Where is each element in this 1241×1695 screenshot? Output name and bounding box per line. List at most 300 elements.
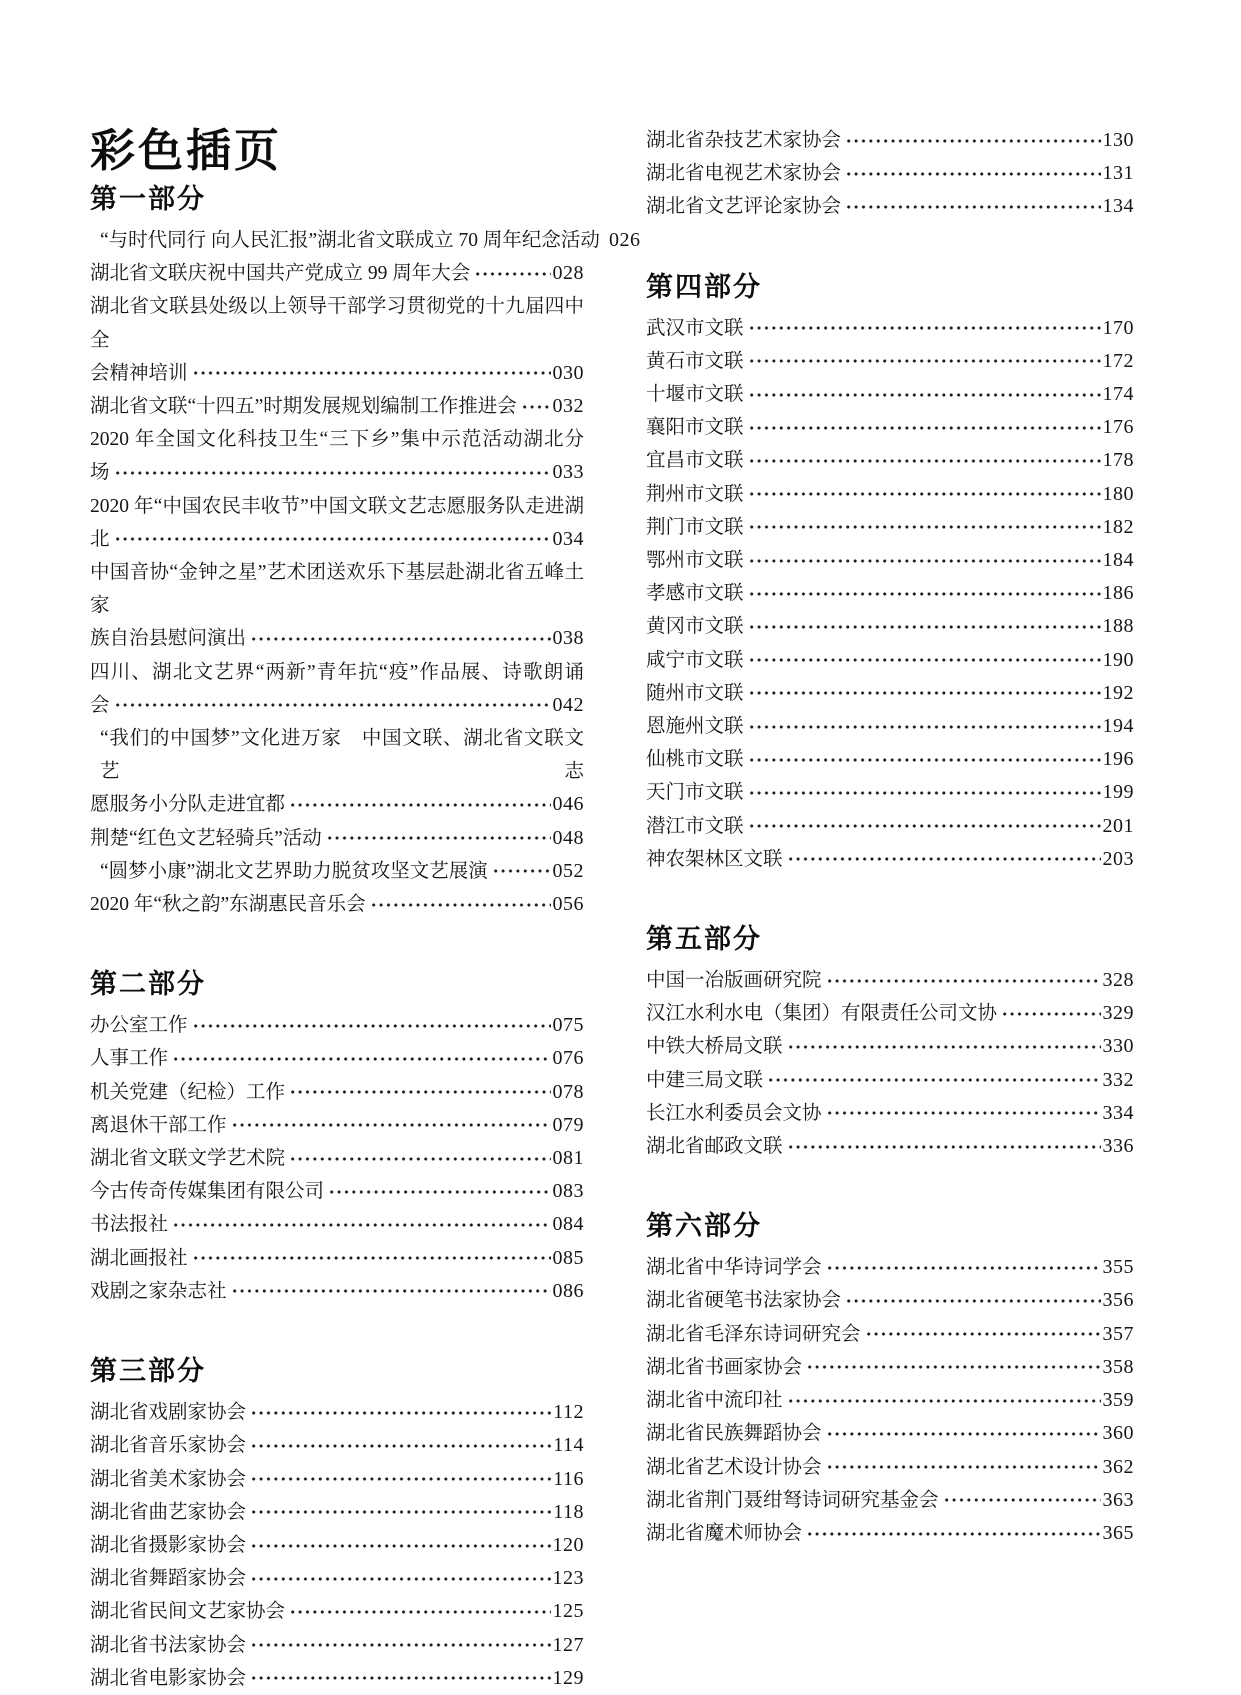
toc-entry bbox=[90, 1662, 584, 1695]
toc-entry bbox=[646, 1318, 1134, 1351]
toc-entry-text: 湖北省书画家协会 bbox=[646, 1356, 803, 1378]
toc-entry bbox=[646, 710, 1134, 743]
dot-leader bbox=[231, 1109, 551, 1142]
dot-leader bbox=[748, 810, 1101, 843]
dot-leader bbox=[326, 822, 551, 855]
toc-line bbox=[90, 1629, 584, 1662]
dot-leader bbox=[192, 357, 551, 390]
page-number: 336 bbox=[1102, 1135, 1134, 1158]
page-number: 076 bbox=[552, 1047, 584, 1070]
page-number: 042 bbox=[552, 693, 584, 716]
page-number: 116 bbox=[553, 1467, 584, 1490]
toc-line bbox=[646, 1351, 1134, 1384]
toc-entry-text: 湖北省中流印社 bbox=[646, 1390, 783, 1412]
dot-leader bbox=[492, 855, 551, 888]
page-number: 180 bbox=[1102, 482, 1134, 505]
dot-leader bbox=[845, 190, 1100, 223]
toc-line bbox=[90, 290, 584, 356]
page-title: 彩色插页 bbox=[90, 125, 283, 176]
dot-leader bbox=[231, 1275, 551, 1308]
toc-entry bbox=[646, 1484, 1134, 1517]
toc-entry bbox=[90, 1076, 584, 1109]
toc-entry-text: 湖北省邮政文联 bbox=[646, 1136, 783, 1158]
dot-leader bbox=[250, 1529, 550, 1562]
page-number: 359 bbox=[1102, 1389, 1134, 1412]
page-number: 127 bbox=[552, 1633, 584, 1656]
toc-line bbox=[90, 257, 584, 290]
dot-leader bbox=[748, 444, 1101, 477]
dot-leader bbox=[806, 1517, 1100, 1550]
toc-line bbox=[646, 1451, 1134, 1484]
toc-line bbox=[90, 490, 584, 523]
dot-leader bbox=[748, 411, 1101, 444]
dot-leader bbox=[748, 743, 1101, 776]
page-number: 046 bbox=[552, 793, 584, 816]
dot-leader bbox=[748, 710, 1101, 743]
page-number: 194 bbox=[1102, 715, 1134, 738]
page-number: 120 bbox=[552, 1533, 584, 1556]
page-number: 114 bbox=[553, 1434, 584, 1457]
dot-leader bbox=[748, 677, 1101, 710]
dot-leader bbox=[250, 1463, 551, 1496]
toc-entry bbox=[646, 511, 1134, 544]
toc-line bbox=[646, 378, 1134, 411]
toc-entry bbox=[646, 577, 1134, 610]
toc-entry-text: 湖北省书法家协会 bbox=[90, 1634, 247, 1656]
toc-entry-text: 族自治县慰问演出 bbox=[90, 628, 247, 650]
toc-line bbox=[90, 1175, 584, 1208]
page-number: 032 bbox=[552, 395, 584, 418]
toc-entry bbox=[646, 124, 1134, 157]
left-column bbox=[90, 124, 641, 1695]
page-number: 123 bbox=[552, 1567, 584, 1590]
page-number: 362 bbox=[1102, 1455, 1134, 1478]
toc-line bbox=[90, 1429, 584, 1462]
toc-line bbox=[90, 722, 584, 788]
toc-line bbox=[646, 810, 1134, 843]
page-number: 026 bbox=[608, 229, 641, 251]
dot-leader bbox=[787, 843, 1101, 876]
toc-entry-text: 鄂州市文联 bbox=[646, 550, 744, 572]
toc-entry bbox=[646, 378, 1134, 411]
page-number: 130 bbox=[1102, 129, 1134, 151]
toc-entry bbox=[90, 1242, 584, 1275]
toc-entry bbox=[646, 644, 1134, 677]
page-number: 186 bbox=[1102, 582, 1134, 605]
toc-line bbox=[646, 444, 1134, 477]
toc-line bbox=[646, 997, 1134, 1030]
toc-entry bbox=[90, 423, 584, 489]
toc-entry-text: 十堰市文联 bbox=[646, 384, 744, 406]
toc-entry-text: 中铁大桥局文联 bbox=[646, 1036, 783, 1058]
dot-leader bbox=[748, 644, 1101, 677]
dot-leader bbox=[787, 1130, 1101, 1163]
dot-leader bbox=[289, 1595, 550, 1628]
toc-line bbox=[646, 1417, 1134, 1450]
dot-leader bbox=[748, 345, 1101, 378]
page-number: 196 bbox=[1102, 748, 1134, 771]
toc-entry-text: 机关党建（纪检）工作 bbox=[90, 1081, 286, 1103]
toc-entry bbox=[646, 190, 1134, 223]
page-number: 034 bbox=[552, 527, 584, 550]
page-number: 083 bbox=[552, 1180, 584, 1203]
dot-leader bbox=[172, 1208, 550, 1241]
page-number: 330 bbox=[1102, 1035, 1134, 1058]
page-number: 188 bbox=[1102, 615, 1134, 638]
toc-line bbox=[646, 345, 1134, 378]
toc-entry-text: 荆州市文联 bbox=[646, 483, 744, 505]
toc-entry bbox=[646, 478, 1134, 511]
toc-entry-text: 潜江市文联 bbox=[646, 815, 744, 837]
toc-entry-text: 神农架林区文联 bbox=[646, 848, 783, 870]
dot-leader bbox=[748, 544, 1101, 577]
dot-leader bbox=[748, 511, 1101, 544]
toc-entry-text: 黄冈市文联 bbox=[646, 616, 744, 638]
toc-entry-text: 戏剧之家杂志社 bbox=[90, 1280, 227, 1302]
toc-line bbox=[90, 1142, 584, 1175]
dot-leader bbox=[114, 523, 551, 556]
page-number: 334 bbox=[1102, 1101, 1134, 1124]
toc-entry-text: 长江水利委员会文协 bbox=[646, 1102, 822, 1124]
dot-leader bbox=[250, 1629, 550, 1662]
page-number: 112 bbox=[553, 1401, 584, 1424]
toc-entry-text: 中国一冶版画研究院 bbox=[646, 970, 822, 992]
toc-entry-text: 中国音协“金钟之星”艺术团送欢乐下基层赴湖北省五峰土家 bbox=[90, 562, 584, 617]
toc-entry-text: 湖北省曲艺家协会 bbox=[90, 1501, 247, 1523]
toc-entry bbox=[646, 444, 1134, 477]
page-number: 170 bbox=[1102, 316, 1134, 339]
dot-leader bbox=[114, 689, 551, 722]
toc-line bbox=[646, 610, 1134, 643]
toc-entry-text: 荆楚“红色文艺轻骑兵”活动 bbox=[90, 827, 322, 849]
toc-line bbox=[90, 689, 584, 722]
toc-line bbox=[90, 456, 584, 489]
dot-leader bbox=[748, 610, 1101, 643]
toc-entry-text: 宜昌市文联 bbox=[646, 450, 744, 472]
toc-entry-text: 湖北省电影家协会 bbox=[90, 1667, 247, 1689]
toc-entry bbox=[90, 1629, 584, 1662]
toc-entry bbox=[90, 822, 584, 855]
dot-leader bbox=[748, 378, 1101, 411]
toc-line bbox=[646, 190, 1134, 223]
dot-leader bbox=[748, 312, 1101, 345]
toc-line bbox=[646, 1097, 1134, 1130]
toc-line bbox=[90, 1595, 584, 1628]
toc-entry bbox=[90, 224, 641, 257]
dot-leader bbox=[192, 1009, 551, 1042]
dot-leader bbox=[748, 776, 1101, 809]
dot-leader bbox=[826, 1251, 1101, 1284]
toc-entry-text: 场 bbox=[90, 462, 110, 484]
toc-entry bbox=[90, 1396, 584, 1429]
section-heading: 第五部分 bbox=[646, 924, 762, 955]
toc-entry bbox=[646, 544, 1134, 577]
section-heading: 第二部分 bbox=[90, 969, 206, 1000]
toc-entry bbox=[646, 312, 1134, 345]
toc-entry bbox=[90, 1042, 584, 1075]
toc-line bbox=[90, 1529, 584, 1562]
dot-leader bbox=[289, 788, 550, 821]
toc-line bbox=[90, 390, 584, 423]
toc-entry bbox=[646, 743, 1134, 776]
toc-entry-text: 湖北省戏剧家协会 bbox=[90, 1402, 247, 1424]
toc-section bbox=[646, 124, 1134, 224]
toc-entry-text: 书法报社 bbox=[90, 1214, 169, 1236]
dot-leader bbox=[250, 1562, 550, 1595]
dot-leader bbox=[826, 1451, 1101, 1484]
toc-entry-text: 离退休干部工作 bbox=[90, 1114, 227, 1136]
dot-leader bbox=[767, 1064, 1100, 1097]
toc-line bbox=[646, 124, 1134, 157]
toc-line bbox=[90, 357, 584, 390]
toc-entry-text: 会精神培训 bbox=[90, 362, 188, 384]
toc-line bbox=[90, 855, 584, 888]
page-number: 078 bbox=[552, 1080, 584, 1103]
toc-entry-text: 湖北省文艺评论家协会 bbox=[646, 196, 842, 218]
toc-line bbox=[646, 1318, 1134, 1351]
toc-line bbox=[646, 644, 1134, 677]
toc-line bbox=[646, 1130, 1134, 1163]
page-number: 358 bbox=[1102, 1355, 1134, 1378]
dot-leader bbox=[289, 1076, 550, 1109]
toc-entry bbox=[90, 1175, 584, 1208]
page-number: 365 bbox=[1102, 1521, 1134, 1544]
dot-leader bbox=[474, 257, 550, 290]
toc-section bbox=[90, 969, 584, 1308]
toc-entry-text: 荆门市文联 bbox=[646, 516, 744, 538]
toc-line bbox=[90, 556, 584, 622]
page-number: 329 bbox=[1102, 1002, 1134, 1025]
toc-entry bbox=[90, 1009, 584, 1042]
dot-leader bbox=[370, 888, 551, 921]
toc-line bbox=[90, 656, 584, 689]
toc-line bbox=[646, 677, 1134, 710]
toc-section bbox=[646, 924, 1134, 1163]
toc-section bbox=[90, 184, 641, 921]
toc-entry bbox=[646, 1130, 1134, 1163]
toc-entry-text: 办公室工作 bbox=[90, 1015, 188, 1037]
toc-line bbox=[646, 1251, 1134, 1284]
page-number: 355 bbox=[1102, 1256, 1134, 1279]
right-column bbox=[646, 124, 1134, 1550]
toc-entry bbox=[90, 1142, 584, 1175]
toc-entry bbox=[646, 776, 1134, 809]
toc-entry-text: 四川、湖北文艺界“两新”青年抗“疫”作品展、诗歌朗诵 bbox=[90, 661, 584, 683]
page-number: 030 bbox=[552, 361, 584, 384]
toc-entry-text: “与时代同行 向人民汇报”湖北省文联成立 70 周年纪念活动 bbox=[100, 230, 600, 251]
toc-entry bbox=[90, 1529, 584, 1562]
toc-line bbox=[646, 157, 1134, 190]
toc-entry-text: 2020 年“中国农民丰收节”中国文联文艺志愿服务队走进湖 bbox=[90, 495, 584, 517]
page-number: 357 bbox=[1102, 1322, 1134, 1345]
dot-leader bbox=[748, 577, 1101, 610]
dot-leader bbox=[787, 1384, 1101, 1417]
toc-line bbox=[646, 743, 1134, 776]
dot-leader bbox=[250, 1396, 551, 1429]
page-number: 332 bbox=[1102, 1068, 1134, 1091]
dot-leader bbox=[250, 1662, 550, 1695]
toc-line bbox=[90, 888, 584, 921]
toc-line bbox=[90, 1042, 584, 1075]
toc-entry-text: 湖北省摄影家协会 bbox=[90, 1534, 247, 1556]
page-number: 360 bbox=[1102, 1422, 1134, 1445]
dot-leader bbox=[1001, 997, 1100, 1030]
dot-leader bbox=[250, 622, 550, 655]
toc-entry bbox=[90, 490, 584, 556]
toc-line bbox=[646, 710, 1134, 743]
toc-entry bbox=[90, 1562, 584, 1595]
toc-entry bbox=[646, 1251, 1134, 1284]
toc-entry-text: 湖北省毛泽东诗词研究会 bbox=[646, 1323, 861, 1345]
left-column-sections bbox=[90, 184, 641, 1695]
toc-entry-text: 湖北省硬笔书法家协会 bbox=[646, 1290, 842, 1312]
toc-section bbox=[646, 1211, 1134, 1550]
toc-entry-text: 仙桃市文联 bbox=[646, 749, 744, 771]
toc-entry bbox=[646, 1064, 1134, 1097]
dot-leader bbox=[250, 1429, 551, 1462]
toc-entry-text: 湖北省电视艺术家协会 bbox=[646, 163, 842, 185]
dot-leader bbox=[521, 390, 551, 423]
toc-entry-text: 湖北省文联县处级以上领导干部学习贯彻党的十九届四中全 bbox=[90, 296, 584, 351]
toc-entry bbox=[90, 290, 584, 390]
toc-entry bbox=[90, 888, 584, 921]
toc-entry-text: 孝感市文联 bbox=[646, 583, 744, 605]
toc-entry-text: 北 bbox=[90, 528, 110, 550]
toc-entry bbox=[646, 1351, 1134, 1384]
toc-entry bbox=[90, 656, 584, 722]
page-number: 125 bbox=[552, 1600, 584, 1623]
toc-line bbox=[646, 411, 1134, 444]
toc-entry-text: 会 bbox=[90, 694, 110, 716]
toc-entry bbox=[646, 810, 1134, 843]
dot-leader bbox=[826, 964, 1101, 997]
toc-entry bbox=[646, 843, 1134, 876]
dot-leader bbox=[748, 478, 1101, 511]
toc-entry bbox=[646, 157, 1134, 190]
dot-leader bbox=[172, 1042, 550, 1075]
toc-entry bbox=[90, 257, 584, 290]
toc-line bbox=[90, 1396, 584, 1429]
toc-line bbox=[646, 577, 1134, 610]
page-number: 328 bbox=[1102, 969, 1134, 992]
toc-line bbox=[90, 622, 584, 655]
toc-entry bbox=[646, 345, 1134, 378]
toc-entry-text: 湖北省艺术设计协会 bbox=[646, 1456, 822, 1478]
toc-line bbox=[90, 1562, 584, 1595]
page-number: 363 bbox=[1102, 1488, 1134, 1511]
toc-line bbox=[646, 776, 1134, 809]
page-number: 134 bbox=[1102, 195, 1134, 218]
toc-entry-text: 湖北省民间文艺家协会 bbox=[90, 1601, 286, 1623]
page-number: 052 bbox=[552, 859, 584, 882]
toc-line bbox=[646, 964, 1134, 997]
page-number: 075 bbox=[552, 1014, 584, 1037]
toc-entry-text: 恩施州文联 bbox=[646, 716, 744, 738]
page-number: 028 bbox=[552, 262, 584, 285]
page-number: 048 bbox=[552, 826, 584, 849]
dot-leader bbox=[845, 1284, 1100, 1317]
toc-entry bbox=[646, 1451, 1134, 1484]
toc-line bbox=[90, 1496, 584, 1529]
toc-entry bbox=[646, 1384, 1134, 1417]
toc-entry-text: 咸宁市文联 bbox=[646, 649, 744, 671]
page-number: 056 bbox=[552, 893, 584, 916]
page-number: 174 bbox=[1102, 383, 1134, 406]
page-number: 033 bbox=[552, 461, 584, 484]
dot-leader bbox=[787, 1030, 1101, 1063]
toc-section bbox=[90, 1356, 584, 1695]
page-number: 190 bbox=[1102, 648, 1134, 671]
page-number: 118 bbox=[553, 1500, 584, 1523]
toc-line bbox=[90, 1662, 584, 1695]
toc-line bbox=[90, 523, 584, 556]
toc-entry-text: 今古传奇传媒集团有限公司 bbox=[90, 1181, 325, 1203]
toc-entry-text: 天门市文联 bbox=[646, 782, 744, 804]
page-number: 086 bbox=[552, 1279, 584, 1302]
dot-leader bbox=[192, 1242, 551, 1275]
toc-line bbox=[646, 1484, 1134, 1517]
toc-entry bbox=[646, 964, 1134, 997]
dot-leader bbox=[328, 1175, 550, 1208]
toc-entry bbox=[90, 1463, 584, 1496]
page-number: 172 bbox=[1102, 349, 1134, 372]
toc-entry bbox=[90, 1595, 584, 1628]
toc-line bbox=[90, 822, 584, 855]
toc-line bbox=[90, 423, 584, 456]
page-number: 201 bbox=[1102, 814, 1134, 837]
toc-line bbox=[646, 843, 1134, 876]
toc-line bbox=[90, 1275, 584, 1308]
toc-entry-text: 湖北省美术家协会 bbox=[90, 1468, 247, 1490]
toc-entry-text: 湖北省民族舞蹈协会 bbox=[646, 1423, 822, 1445]
toc-entry-text: 湖北省杂技艺术家协会 bbox=[646, 130, 842, 151]
toc-line bbox=[90, 1009, 584, 1042]
section-heading: 第三部分 bbox=[90, 1356, 206, 1387]
page-number: 038 bbox=[552, 627, 584, 650]
page-number: 182 bbox=[1102, 515, 1134, 538]
toc-entry bbox=[646, 610, 1134, 643]
toc-entry-text: 武汉市文联 bbox=[646, 317, 744, 339]
page-number: 356 bbox=[1102, 1289, 1134, 1312]
toc-entry bbox=[90, 1496, 584, 1529]
page-number: 199 bbox=[1102, 781, 1134, 804]
toc-line bbox=[90, 224, 641, 257]
section-heading: 第一部分 bbox=[90, 184, 206, 214]
toc-line bbox=[646, 511, 1134, 544]
toc-entry bbox=[90, 722, 584, 822]
page-number: 131 bbox=[1102, 162, 1134, 185]
toc-entry bbox=[90, 1208, 584, 1241]
toc-line bbox=[646, 1384, 1134, 1417]
page-number: 081 bbox=[552, 1147, 584, 1170]
toc-entry-text: 湖北省魔术师协会 bbox=[646, 1522, 803, 1544]
toc-line bbox=[646, 1064, 1134, 1097]
page-number: 084 bbox=[552, 1213, 584, 1236]
toc-line bbox=[646, 312, 1134, 345]
toc-entry bbox=[646, 1517, 1134, 1550]
toc-entry bbox=[90, 1275, 584, 1308]
section-heading: 第四部分 bbox=[646, 271, 762, 302]
toc-line bbox=[90, 1242, 584, 1275]
page-number: 203 bbox=[1102, 847, 1134, 870]
toc-line bbox=[646, 544, 1134, 577]
toc-entry-text: 湖北省舞蹈家协会 bbox=[90, 1568, 247, 1590]
toc-entry-text: 2020 年全国文化科技卫生“三下乡”集中示范活动湖北分 bbox=[90, 429, 584, 451]
right-column-sections bbox=[646, 124, 1134, 1550]
toc-entry-text: 湖北省文联“十四五”时期发展规划编制工作推进会 bbox=[90, 396, 517, 418]
toc-entry-text: 汉江水利水电（集团）有限责任公司文协 bbox=[646, 1003, 998, 1025]
dot-leader bbox=[826, 1097, 1101, 1130]
